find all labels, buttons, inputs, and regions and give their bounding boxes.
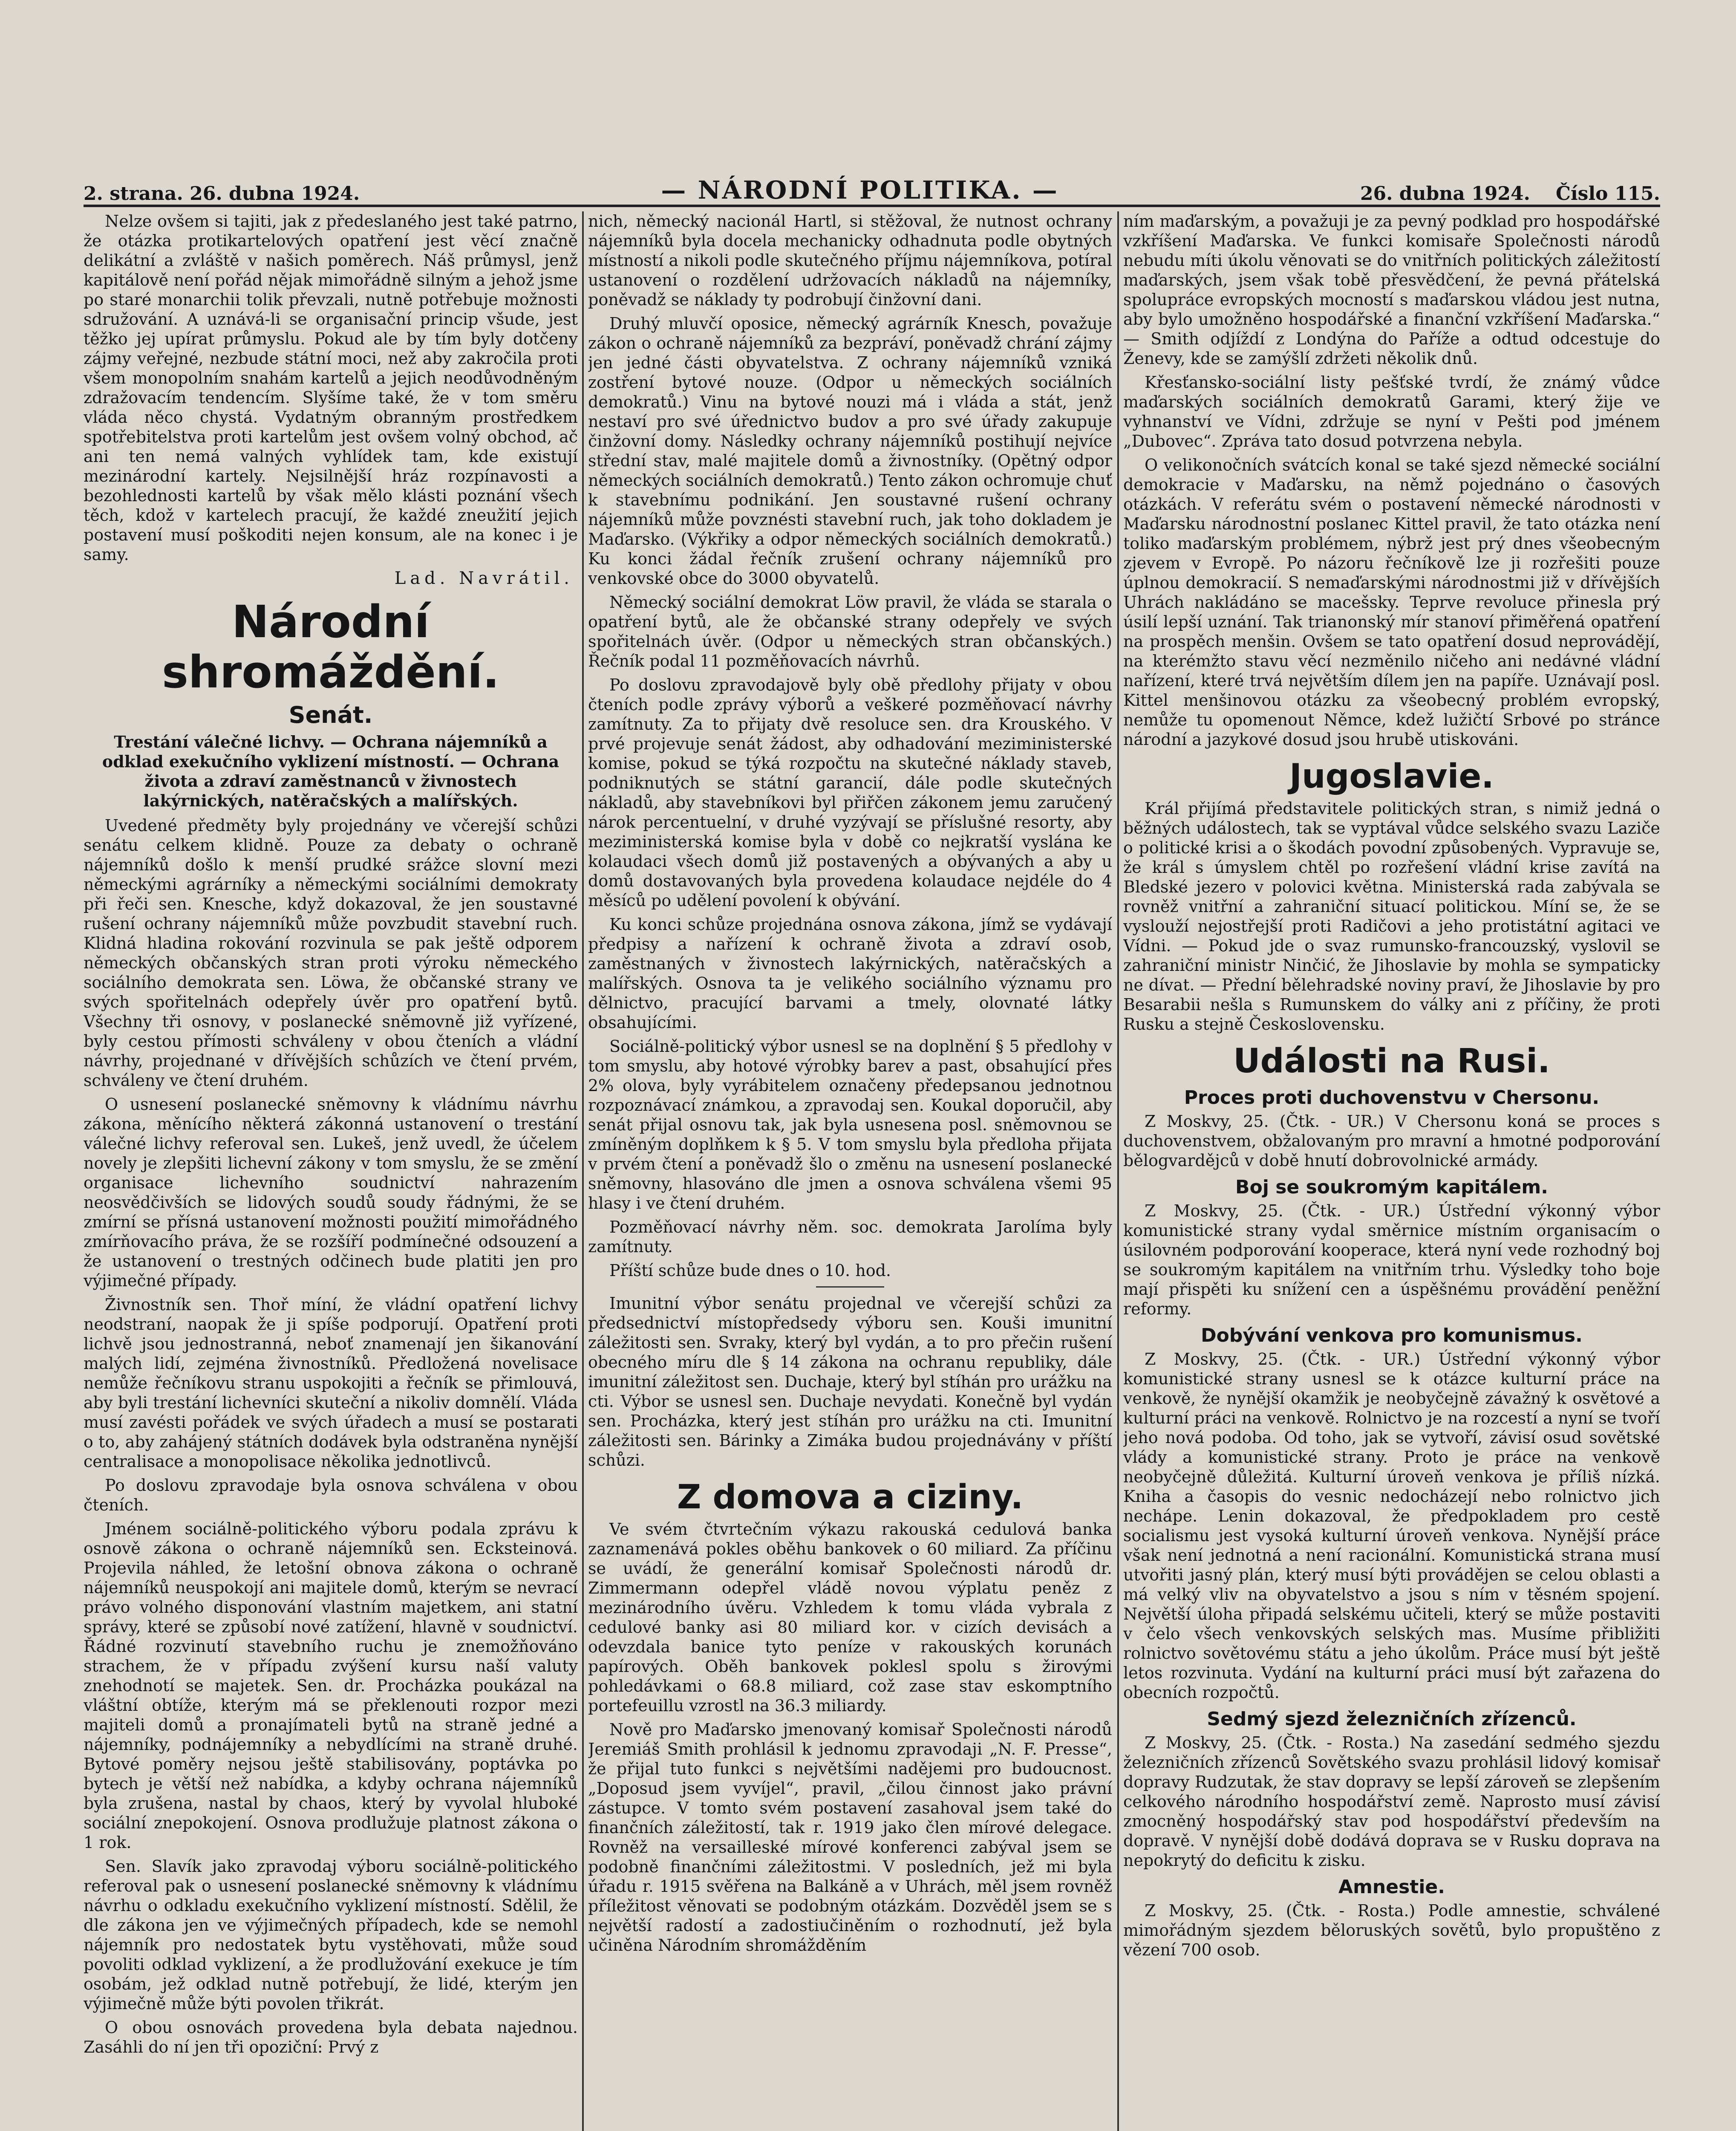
section-heading: Národní shromáždění. <box>162 596 499 698</box>
article-paragraph: Nově pro Maďarsko jmenovaný komisař Společnosti národů Jeremiáš Smith prohlásil k jednomu zpravodaji „N. F. Presse“, že přijal tuto funkci s největšími nadějemi pro budoucnost. „Doposud jsem vyvíjel“, pravil, „čilou činnost jako právní zástupce. V tomto svém postavení zasahoval jsem také do finančních záležitostí, tak r. 1919 jako člen mírové delegace. Rovněž na versailleské mírové konferenci zabýval jsem se podobně finančními záležitostmi. V posledních, jež mi byla úřadu r. 1915 svěřena na Balkáně a v Uhrách, měl jsem rovněž příležitost věnovati se podobným otázkám. Dozvěděl jsem se s největší radostí a zadostiučiněním o rozhodnutí, jež byla učiněna Národním shromážděním <box>588 1720 1112 1955</box>
article-paragraph: Sociálně-politický výbor usnesl se na doplnění § 5 předlohy v tom smyslu, aby hotové výrobky barev a past, obsahující přes 2% olova, byly vyrábitelem označeny předepsanou jednotnou rozpoznávací známkou, a zpravodaj sen. Koukal doporučil, aby senát přijal osnovu tak, jak byla usnesena posl. sněmovnou se zmíněným doplňkem k § 5. V tom smyslu byla předloha přijata v prvém čtení a poněvadž šlo o změnu na usnesení poslanecké sněmovny, hlasováno dle jmen a osnova schválena všemi 95 hlasy i ve čtení druhém. <box>588 1037 1112 1213</box>
header-right <box>1360 183 1660 205</box>
page-header <box>84 170 1660 207</box>
section-heading: Jugoslavie. <box>1289 757 1494 796</box>
article-paragraph: O velikonočních svátcích konal se také sjezd německé sociální demokracie v Maďarsku, na němž pojednáno o časových otázkách. V referátu svém o postavení německé národnosti v Maďarsku národnostní poslanec Kittel pravil, že tato otázka není toliko maďarským problémem, nýbrž jest prý dnes všeobecným zjevem v Evropě. Po názoru řečníkově lze ji rozřešiti pouze úplnou demokracií. S nemaďarskými národnostmi již v dřívějších Uhrách nakládáno se macešsky. Teprve revoluce přinesla prý úsilí lepší uznání. Tak trianonský mír stanoví přiměřená opatření na prospěch menšin. Ovšem se tato opatření dosud neprovádějí, na kterémžto stavu věcí nezměnilo ničeho ani nedávné vládní nařízení, které trvá největším dílem jen na papíře. Uznávají posl. Kittel menšinovou otázku za všeobecný problém evropský, nemůže tu opomenout Němce, kdež lužičtí Srbové po stránce národní a jazykové dosud jsou hrubě utiskováni. <box>1123 456 1660 749</box>
subsection-heading: Senát. <box>288 702 373 728</box>
article-paragraph: Po doslovu zpravodaje byla osnova schválena v obou čteních. <box>84 1476 578 1514</box>
article-paragraph: Imunitní výbor senátu projednal ve včerejší schůzi za předsednictví místopředsedy výboru sen. Kouši imunitní záležitosti sen. Svraky, který byl vydán, a to pro přečin rušení obecného míru dle § 14 zákona na ochranu republiky, dále imunitní záležitost sen. Duchaje, který byl stíhán pro urážku na cti. Výbor se usnesl sen. Duchaje nevydati. Konečně byl vydán sen. Procházka, který jest stíhán pro urážku na cti. Imunitní záležitosti sen. Bárinky a Zimáka budou projednávány v příští schůzi. <box>588 1294 1112 1470</box>
article-paragraph: Král přijímá představitele politických stran, s nimiž jedná o běžných událostech, tak se vyptával vůdce selského svazu Laziče o politické krisi a o škodách povodní způsobených. Vypravuje se, že král s úmyslem chtěl po rozřešení vládní krise zavítá na Bledské jezero v polovici května. Ministerská rada zabývala se rovněž vnitřní a zahraniční situací politickou. Míní se, že se vyslouží nejostřejší proti Radičovi a jeho protistátní agitaci ve Vídni. — Pokud jde o svaz rumunsko-francouzský, vyslovil se zahraniční ministr Ninčić, že Jihoslavie by mohla se sympaticky ne dívat. — Přední bělehradské noviny praví, že Jihoslavie by pro Besarabii nešla s Rumunskem do války ani z příčiny, že proti Rusku a stejně Československu. <box>1123 799 1660 1034</box>
article-paragraph: Druhý mluvčí oposice, německý agrárník Knesch, považuje zákon o ochraně nájemníků za bezpráví, poněvadž chrání zájmy jen jedné části obyvatelstva. Z ochrany nájemníků vzniká zostření bytové nouze. (Odpor u německých sociálních demokratů.) Vinu na bytové nouzi má i vláda a stát, jenž nestaví pro své úřednictvo budov a pro své úřady zakupuje činžovní domy. Následky ochrany nájemníků postihují nejvíce střední stav, malé majitele domů a živnostníky. (Opětný odpor německých sociálních demokratů.) Tento zákon ochromuje chuť k stavebnímu podnikání. Jen soustavné rušení ochrany nájemníků může povznésti stavební ruch, jak toho dokladem je Maďarsko. (Výkřiky a odpor německých sociálních demokratů.) Ku konci žádal řečník zrušení ochrany nájemníků pro venkovské obce do 3000 obyvatelů. <box>588 314 1112 588</box>
article-paragraph: Ku konci schůze projednána osnova zákona, jímž se vydávají předpisy a nařízení k ochraně života a zdraví osob, zaměstnaných v živnostech lakýrnických, natěračských a malířských. Osnova ta je velikého sociálního významu pro dělnictvo, pracující barvami a tmely, olovnaté látky obsahujícími. <box>588 915 1112 1032</box>
subsection-heading: Proces proti duchovenstvu v Chersonu. <box>1184 1087 1600 1109</box>
article-paragraph: Z Moskvy, 25. (Čtk. - UR.) V Chersonu koná se proces s duchovenstvem, obžalovaným pro mravní a hmotné podporování bělogvardějců v době hnutí dobrovolnické armády. <box>1123 1112 1660 1170</box>
subsection-heading: Amnestie. <box>1338 1876 1445 1898</box>
subsection-heading: Dobývání venkova pro komunismus. <box>1201 1325 1583 1346</box>
article-paragraph: ním maďarským, a považuji je za pevný podklad pro hospodářské vzkříšení Maďarska. Ve funkci komisaře Společnosti národů nebudu míti úkolu věnovati se do vnitřních politických záležitostí maďarských, jsem však tobě přesvědčení, že pevná přátelská spolupráce evropských mocností s maďarskou vládou jest nutna, aby bylo umožněno hospodářské a finanční vzkříšení Maďarska.“ — Smith odjíždí z Londýna do Paříže a odtud odcestuje do Ženevy, kde se zamýšlí zdržeti několik dnů. <box>1123 212 1660 368</box>
page-number-date: 2. strana. 26. dubna 1924. <box>84 183 360 205</box>
column-1 <box>84 211 578 2131</box>
article-paragraph: Příští schůze bude dnes o 10. hod. <box>609 1261 891 1280</box>
article-paragraph: Nelze ovšem si tajiti, jak z předeslaného jest také patrno, že otázka protikartelových opatření jest věcí značně delikátní a zvláště v našich poměrech. Náš průmysl, jenž kapitálově není pořád nějak mimořádně silným a jehož jsme po staré monarchii tolik převzali, nutně potřebuje možnosti sdružování. A uznává-li se organisační princip všude, jest těžko jej upírat průmyslu. Pokud ale by tím byly dotčeny zájmy veřejné, nezbude státní moci, než aby zakročila proti všem monopolním snahám kartelů a jejich neodůvodněným zdražovacím tendencím. Slyšíme také, že v tom směru vláda něco chystá. Vydatným obranným prostředkem spotřebitelstva proti kartelům jest ovšem volný obchod, ač ani ten nemá valných vyhlídek tam, kde existují mezinárodní kartely. Nejsilnější hráz rozpínavosti a bezohlednosti kartelů by však mělo klásti poznání všech těch, kdož v kartelech pracují, že každé zneužití jejich postavení musí poškoditi nejen konsum, ale na konec i je samy. <box>84 212 578 564</box>
author-signature: Lad. Navrátil. <box>394 569 574 588</box>
article-paragraph: Po doslovu zpravodajově byly obě předlohy přijaty v obou čteních podle zprávy výborů a veškeré pozměňovací návrhy zamítnuty. Za to přijaty dvě resoluce sen. dra Krouského. V prvé projevuje senát žádost, aby odhadování meziministerské komise, pokud se týká rozpočtu na skutečné náklady staveb, podniknutých se státní garancií, dále podle skutečných nákladů, aby stavebníkovi byl přiřčen zákonem jemu zaručený nárok percentuelní, v druhé vyzývají se příslušné resorty, aby meziministerská komise byla v době co nejkratší vyslána ke kolaudaci všech domů již postavených a obývaných a aby u domů dostavovaných byla provedena kolaudace nejdéle do 4 měsíců po udělení povolení k obývání. <box>588 676 1112 910</box>
article-paragraph: O usnesení poslanecké sněmovny k vládnímu návrhu zákona, měnícího některá zákonná ustanovení o trestání válečné lichvy referoval sen. Lukeš, jenž uvedl, že účelem novely je zlepšiti lichevní zákony v tom smyslu, že se změní organisace lichevního soudnictví nahrazením neosvědčivších se lidových soudů soudy řádnými, že se zmírní se přísná ustanovení možnosti použití mimořádného zmírňovacího práva, že se rozšíří podmínečné odsouzení a že ustanovení o trestných odčinech bude platiti jen pro výjimečné případy. <box>84 1095 578 1290</box>
article-paragraph: Německý sociální demokrat Löw pravil, že vláda se starala o opatření bytů, ale že občanské strany odepřely ve svých spořitelnách úvěr. (Odpor u německých stran občanských.) Řečník podal 11 pozměňovacích návrhů. <box>588 593 1112 670</box>
section-heading: Události na Rusi. <box>1233 1042 1550 1080</box>
column-divider <box>582 211 584 2131</box>
subsection-heading: Boj se soukromým kapitálem. <box>1235 1176 1548 1198</box>
article-paragraph: Sen. Slavík jako zpravodaj výboru sociálně-politického referoval pak o usnesení poslanecké sněmovny k vládnímu návrhu o odkladu exekučního vyklizení místností. Sdělil, že dle zákona jen ve výjimečných případech, kde se nemohl nájemník pro nedostatek bytu vystěhovati, může soud povoliti odklad vyklizení, a že prodlužování exekuce je tím osobám, jež odklad nutně potřebují, že lidé, kterým jen výjimečně může býti povolen třikrát. <box>84 1857 578 2013</box>
article-paragraph: Uvedené předměty byly projednány ve včerejší schůzi senátu celkem klidně. Pouze za debaty o ochraně nájemníků došlo k menší prudké srážce slovní mezi německými agrárníky a německými sociálními demokraty při řeči sen. Knesche, když dokazoval, že jen soustavné rušení ochrany nájemníků může povzbudit stavební ruch. Klidná hladina rokování rozvinula se pak ještě odporem německých občanských stran proti výroku německého sociálního demokrata sen. Löwa, že občanské strany ve svých spořitelnách odepřely úvěr pro opatření bytů. Všechny tři osnovy, v poslanecké sněmovně již vyřízené, byly cestou přímosti schváleny v obou čteních a vládní návrhy, projednané v dřívějších schůzích ve čtení prvém, schváleny ve čtení druhém. <box>84 816 578 1090</box>
subsection-heading: Sedmý sjezd železničních zřízenců. <box>1207 1708 1577 1730</box>
article-paragraph: Z Moskvy, 25. (Čtk. - Rosta.) Na zasedání sedmého sjezdu železničních zřízenců Sovětského svazu prohlásil lidový komisař dopravy Rudzutak, že stav dopravy se lepší zároveň se zlepšením celkového národního hospodářství země. Naprosto musí závisí zmocněný hospodářský stav pod hospodářství především na dopravě. V nynější době dodává doprava se v Rusku doprava na nepokrytý do deficitu k zisku. <box>1123 1733 1660 1870</box>
article-lead: Trestání válečné lichvy. — Ochrana nájemníků a odklad exekučního vyklizení místností. — Ochrana života a zdraví zaměstnanců v živnostech lakýrnických, natěračských a malířských. <box>102 732 559 810</box>
issue-number: Číslo 115. <box>1555 183 1660 205</box>
separator <box>816 1286 884 1288</box>
section-heading: Z domova a ciziny. <box>677 1478 1024 1516</box>
article-paragraph: Živnostník sen. Thoř míní, že vládní opatření lichvy neodstraní, naopak že ji spíše podporují. Opatření proti lichvě jsou jednostranná, neboť znamenají jen šikanování malých lidí, zejména živnostníků. Předložená novelisace nemůže řečníkovu stranu uspokojiti a řečník se přimlouvá, aby byli trestání lichevníci skuteční a nikoliv domnělí. Vláda musí zavésti pořádek ve svých úřadech a musí se postarati o to, aby zahájený státních dodávek byla odstraněna nynější centralisace a monopolisace několika jednotlivců. <box>84 1295 578 1471</box>
article-paragraph: Z Moskvy, 25. (Čtk. - UR.) Ústřední výkonný výbor komunistické strany vydal směrnice místním organisacím o úsilovném podporování kooperace, která nyní vede rozhodný boj se soukromým kapitálem na vnitřním trhu. Výsledky toho boje mají přispěti ku snížení cen a úspěšnému provádění peněžní reformy. <box>1123 1201 1660 1318</box>
article-paragraph: Ve svém čtvrtečním výkazu rakouská cedulová banka zaznamenává pokles oběhu bankovek o 60 miliard. Za příčinu se uvádí, že generální komisař Společnosti národů dr. Zimmermann odepřel vládě novou výplatu peněz z mezinárodního úvěru. Vzhledem k tomu vláda vybrala z cedulové banky asi 80 miliard kor. v cizích devisách a odevzdala banice tyto peníze v rakouských korunách papírových. Oběh bankovek poklesl spolu s žirovými pohledávkami o 68.8 miliard, což zase stav eskomptního portefeuillu vzrostl na 36.3 miliardy. <box>588 1520 1112 1715</box>
column-divider <box>1117 211 1119 2131</box>
article-paragraph: Jménem sociálně-politického výboru podala zprávu k osnově zákona o ochraně nájemníků sen. Ecksteinová. Projevila náhled, že letošní obnova zákona o ochraně nájemníků neuspokojí ani majitele domů, kterým se nevrací právo volného disponování vlastním majetkem, ani statní správy, které se způsobí nové zatížení, hlavně v soudnictví. Řádné rozvinutí stavebního ruchu je znemožňováno strachem, že v případu zvýšení kursu naší valuty znehodnotí se majetek. Sen. dr. Procházka poukázal na vláštní obtíže, kterým má se překlenouti rozpor mezi majiteli domů a pronajímateli bytů na straně jedné a nájemníky, podnájemníky a nebydlícími na straně druhé. Bytové poměry nejsou ještě stabilisovány, poptávka po bytech je větší než nabídka, a kdyby ochrana nájemníků byla zrušena, nastal by chaos, který by vyvolal hluboké sociální znepokojení. Osnova prodlužuje platnost zákona o 1 rok. <box>84 1519 578 1852</box>
issue-date: 26. dubna 1924. <box>1360 183 1530 205</box>
article-paragraph: O obou osnovách provedena byla debata najednou. Zasáhli do ní jen tři opoziční: Prvý z <box>84 2018 578 2056</box>
article-paragraph: Z Moskvy, 25. (Čtk. - UR.) Ústřední výkonný výbor komunistické strany usnesl se k otázce kulturní práce na venkově, že nynější okamžik je neobyčejně závažný k osvětové a kulturní práci na venkově. Rolnictvo je na rozcestí a nyní se tvoří jeho nová podoba. Od toho, jak se vytvoří, závisí osud sovětské vlády a komunistické strany. Proto je práce na venkově neobyčejně důležitá. Kulturní úroveň venkova je příliš nízká. Kniha a časopis do vesnic nedocházejí nebo rolnictvo jich nechápe. Lenin dokazoval, že předpokladem pro cestě socialismu jest vysoká kulturní úroveň venkova. Nynější práce však není jednotná a není racionální. Komunistická strana musí utvořiti jasný plán, který musí býti provádějen se celou oblasti a má velký vliv na obyvatelstvo a jsou s ním v těsném spojení. Největší úloha připadá selskému učiteli, který se může postaviti v čelo všech venkovských selských mas. Musíme přibližiti rolnictvo sovětovému státu a jeho úkolům. Práce musí být ještě letos rozvinuta. Vydání na kulturní práci musí být zařazena do obecních rozpočtů. <box>1123 1350 1660 1702</box>
article-paragraph: Pozměňovací návrhy něm. soc. demokrata Jarolíma byly zamítnuty. <box>588 1218 1112 1256</box>
article-paragraph: Křesťansko-sociální listy pešťské tvrdí, že známý vůdce maďarských sociálních demokratů Garami, který žije ve vyhnanství ve Vídni, zdržuje se nyní v Pešti pod jménem „Dubovec“. Zpráva tato dosud potvrzena nebyla. <box>1123 373 1660 450</box>
column-2 <box>588 211 1112 2131</box>
article-paragraph: Z Moskvy, 25. (Čtk. - Rosta.) Podle amnestie, schválené mimořádným sjezdem běloruských sovětů, bylo propuštěno z vězení 700 osob. <box>1123 1901 1660 1959</box>
article-paragraph: nich, německý nacionál Hartl, si stěžoval, že nutnost ochrany nájemníků byla docela mechanicky odhadnuta podle obytných místností a nikoli podle skutečného příjmu nájemníkova, potíral ustanovení o rozdělení udržovacích nákladů na nájemníky, poněvadž se náklady ty podrobují činžovní dani. <box>588 212 1112 309</box>
masthead: — NÁRODNÍ POLITIKA. — <box>661 176 1059 205</box>
column-3 <box>1123 211 1660 2131</box>
columns <box>84 211 1660 2131</box>
